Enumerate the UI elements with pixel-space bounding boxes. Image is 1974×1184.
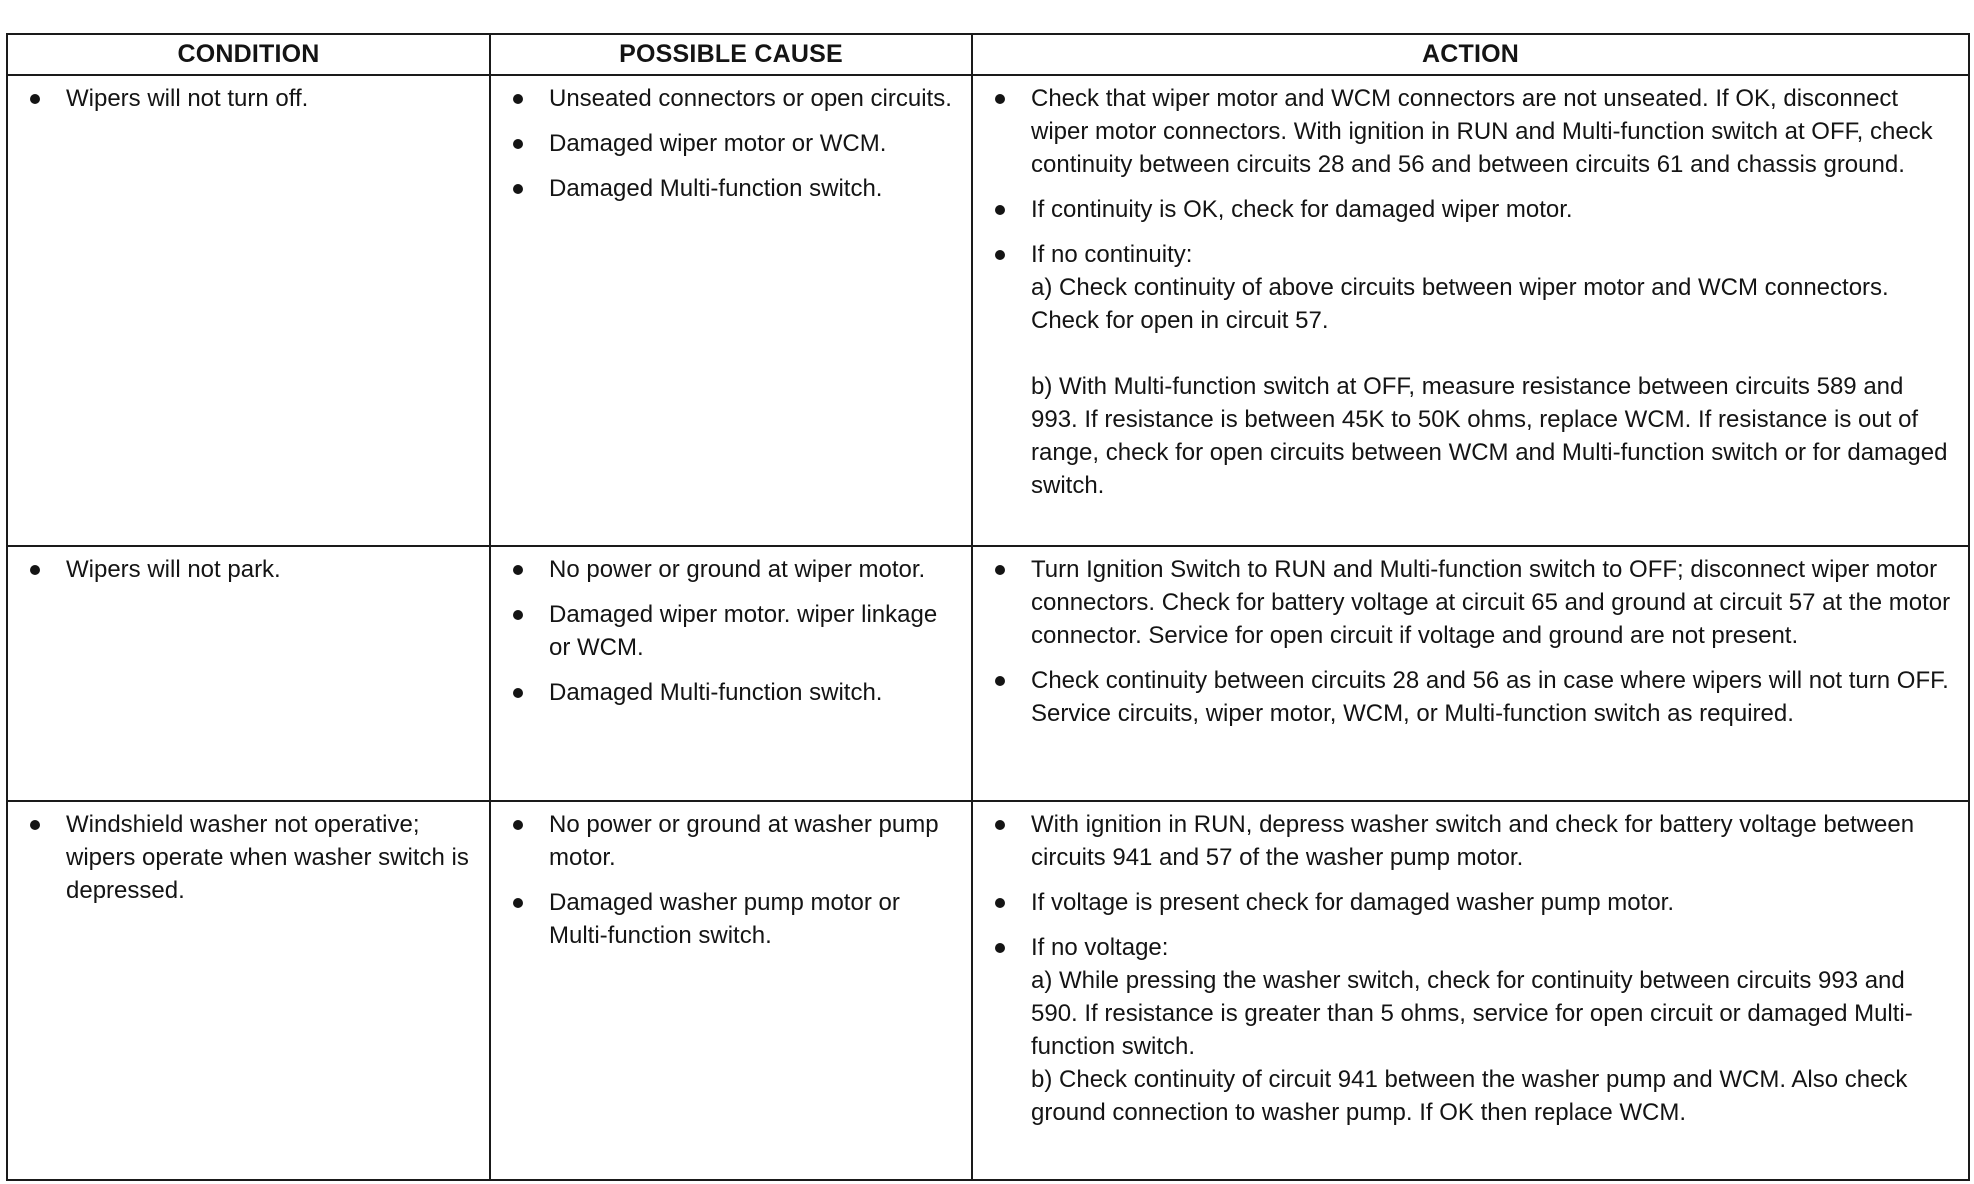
bullet-icon: [30, 94, 40, 104]
action-cell: [972, 75, 1969, 546]
table-row: [7, 801, 1969, 1180]
action-item: If no continuity: a) Check continuity of above circuits between wiper motor and WCM connectors. Check for open in circuit 57. b) With Multi-function switch at OFF, measure resistance between circuits 589 and 993. If resistance is between 45K to 50K ohms, replace WCM. If resistance is out of range, check for open circuits between WCM and Multi-function switch or for damaged switch.: [985, 238, 1956, 502]
bullet-icon: [995, 94, 1005, 104]
header-row: [7, 34, 1969, 75]
header-condition: CONDITION: [7, 34, 490, 75]
bullet-icon: [995, 676, 1005, 686]
cause-item: Damaged Multi-function switch.: [503, 172, 959, 205]
action-cell: [972, 801, 1969, 1180]
cause-item: No power or ground at washer pump motor.: [503, 808, 959, 874]
condition-cell: [7, 801, 490, 1180]
bullet-icon: [995, 205, 1005, 215]
condition-item: Wipers will not turn off.: [20, 82, 477, 115]
bullet-icon: [513, 610, 523, 620]
action-item: If voltage is present check for damaged washer pump motor.: [985, 886, 1956, 919]
bullet-icon: [995, 250, 1005, 260]
bullet-icon: [513, 820, 523, 830]
action-substep-b: b) Check continuity of circuit 941 between the washer pump and WCM. Also check ground connection to washer pump. If OK then replace WCM.: [1031, 1066, 1908, 1126]
action-cell: [972, 546, 1969, 801]
condition-item: Wipers will not park.: [20, 553, 477, 586]
action-substep-b: b) With Multi-function switch at OFF, measure resistance between circuits 589 and 993. If resistance is between 45K to 50K ohms, replace WCM. If resistance is out of range, check for open circuits between WCM and Multi-function switch or for damaged switch.: [1031, 373, 1948, 499]
table-row: [7, 75, 1969, 546]
cause-item: No power or ground at wiper motor.: [503, 553, 959, 586]
action-item: With ignition in RUN, depress washer switch and check for battery voltage between circuits 941 and 57 of the washer pump motor.: [985, 808, 1956, 874]
action-substep-a: a) While pressing the washer switch, check for continuity between circuits 993 and 590. If resistance is greater than 5 ohms, service for open circuit or damaged Multi-function switch.: [1031, 967, 1913, 1060]
cause-item: Damaged wiper motor. wiper linkage or WCM.: [503, 598, 959, 664]
action-item: Check continuity between circuits 28 and 56 as in case where wipers will not turn OFF. Service circuits, wiper motor, WCM, or Multi-function switch as required.: [985, 664, 1956, 730]
cause-item: Damaged washer pump motor or Multi-function switch.: [503, 886, 959, 952]
header-action: ACTION: [972, 34, 1969, 75]
condition-item: Windshield washer not operative; wipers operate when washer switch is depressed.: [20, 808, 477, 907]
bullet-icon: [995, 943, 1005, 953]
bullet-icon: [513, 898, 523, 908]
action-item: If no voltage: a) While pressing the washer switch, check for continuity between circuits 993 and 590. If resistance is greater than 5 ohms, service for open circuit or damaged Multi-function switch. b) Check continuity of circuit 941 between the washer pump and WCM. Also check ground connection to washer pump. If OK then replace WCM.: [985, 931, 1956, 1129]
diagnosis-table: [6, 33, 1970, 1181]
bullet-icon: [513, 184, 523, 194]
bullet-icon: [30, 820, 40, 830]
action-substep-a: a) Check continuity of above circuits between wiper motor and WCM connectors. Check for open in circuit 57.: [1031, 274, 1889, 334]
bullet-icon: [513, 565, 523, 575]
cause-item: Unseated connectors or open circuits.: [503, 82, 959, 115]
table-row: [7, 546, 1969, 801]
condition-cell: [7, 75, 490, 546]
cause-item: Damaged wiper motor or WCM.: [503, 127, 959, 160]
bullet-icon: [513, 688, 523, 698]
bullet-icon: [995, 820, 1005, 830]
action-item: Check that wiper motor and WCM connectors are not unseated. If OK, disconnect wiper motor connectors. With ignition in RUN and Multi-function switch at OFF, check continuity between circuits 28 and 56 and between circuits 61 and chassis ground.: [985, 82, 1956, 181]
bullet-icon: [513, 94, 523, 104]
bullet-icon: [995, 898, 1005, 908]
bullet-icon: [995, 565, 1005, 575]
action-item: If continuity is OK, check for damaged wiper motor.: [985, 193, 1956, 226]
cause-cell: [490, 801, 972, 1180]
bullet-icon: [30, 565, 40, 575]
action-item: Turn Ignition Switch to RUN and Multi-function switch to OFF; disconnect wiper motor connectors. Check for battery voltage at circuit 65 and ground at circuit 57 at the motor connector. Service for open circuit if voltage and ground are not present.: [985, 553, 1956, 652]
cause-cell: [490, 75, 972, 546]
header-possible-cause: POSSIBLE CAUSE: [490, 34, 972, 75]
cause-cell: [490, 546, 972, 801]
cause-item: Damaged Multi-function switch.: [503, 676, 959, 709]
condition-cell: [7, 546, 490, 801]
bullet-icon: [513, 139, 523, 149]
